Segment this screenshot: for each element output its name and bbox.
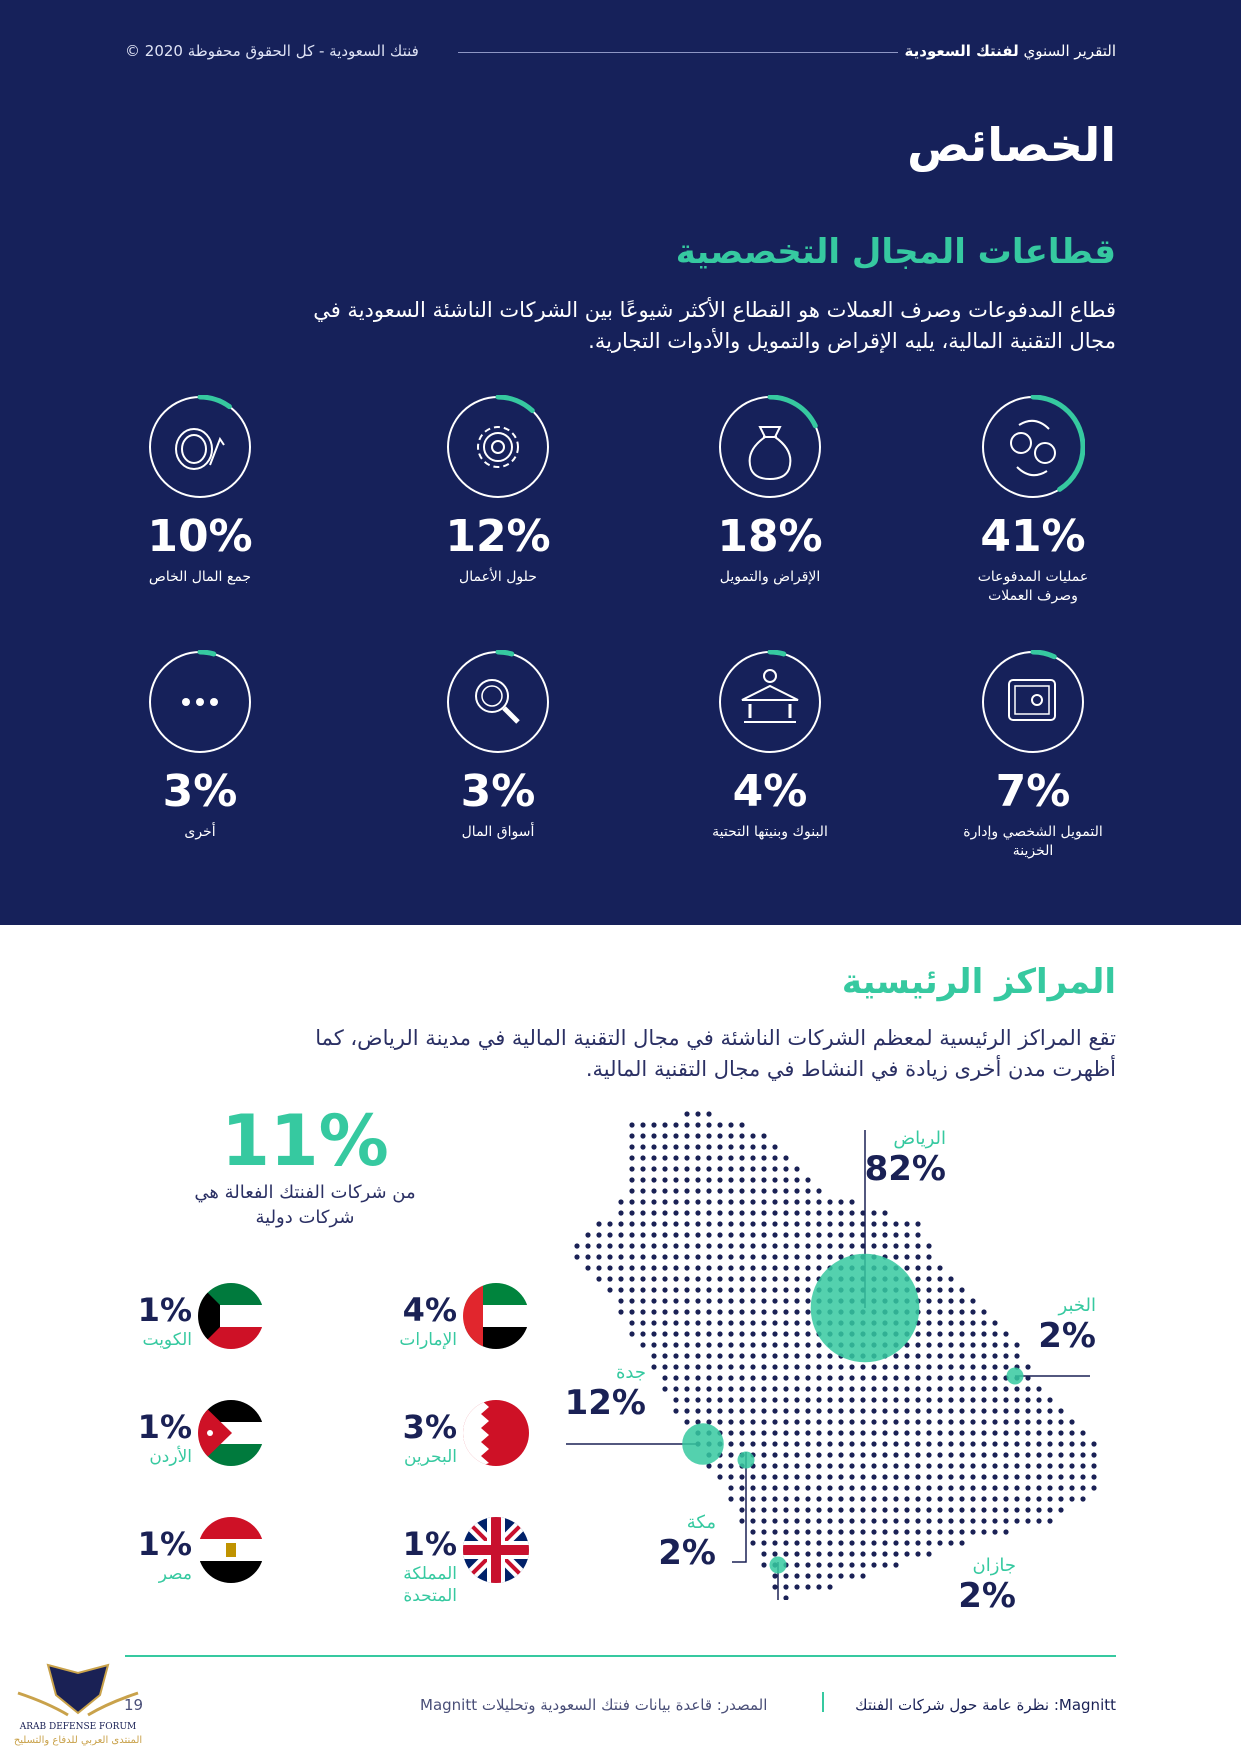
saudi-dot-map — [560, 1100, 1120, 1600]
forum-name-en: ARAB DEFENSE FORUM — [19, 1722, 137, 1732]
safe-icon — [981, 650, 1085, 754]
bank-icon — [718, 650, 822, 754]
sector-stat: 41% عمليات المدفوعات وصرف العملات — [933, 395, 1133, 606]
header-divider — [458, 52, 898, 53]
copyright: فنتك السعودية - كل الحقوق محفوظة 2020 © — [125, 42, 419, 60]
sector-stat: 7% التمويل الشخصي وإدارة الخزينة — [933, 650, 1133, 861]
hub-jazan — [770, 1557, 787, 1574]
country-egypt: 1% مصر — [110, 1517, 310, 1587]
gear-icon — [446, 395, 550, 499]
page-title: الخصائص — [907, 118, 1116, 172]
city-jeddah: جدة 12% — [564, 1362, 646, 1423]
sector-stat: 3% أخرى — [100, 650, 300, 842]
uk-flag — [463, 1517, 529, 1583]
coin-growth-icon — [148, 395, 252, 499]
footer-source: المصدر: قاعدة بيانات فنتك السعودية وتحليلات Magnitt — [420, 1696, 768, 1714]
progress-ring — [981, 650, 1085, 754]
sector-stat: 10% جمع المال الخاص — [100, 395, 300, 587]
city-riyadh: الرياض 82% — [864, 1128, 946, 1189]
progress-ring — [981, 395, 1085, 499]
money-bag-icon — [718, 395, 822, 499]
footer-section: Magnitt: نظرة عامة حول شركات الفنتك — [855, 1696, 1116, 1714]
progress-ring — [148, 650, 252, 754]
sectors-description: قطاع المدفوعات وصرف العملات هو القطاع الأكثر شيوعًا بين الشركات الناشئة السعودية في مجال التقنية المالية، يليه الإقراض والتمويل والأدوات التجارية. — [313, 298, 1116, 353]
progress-ring — [446, 650, 550, 754]
payments-exchange-icon — [981, 395, 1085, 499]
report-title: التقرير السنوي لفنتك السعودية — [904, 42, 1116, 60]
kuwait-flag — [198, 1283, 264, 1349]
sector-stat: 3% أسواق المال — [398, 650, 598, 842]
hub-makkah — [738, 1452, 755, 1469]
country-uae: 4% الإمارات — [375, 1283, 575, 1353]
city-khobar: الخبر 2% — [1038, 1295, 1096, 1356]
sector-stat: 4% البنوك وبنيتها التحتية — [670, 650, 870, 842]
bahrain-flag — [463, 1400, 529, 1466]
country-kuwait: 1% الكويت — [110, 1283, 310, 1353]
hub-jeddah — [682, 1423, 724, 1465]
hubs-title: المراكز الرئيسية — [841, 962, 1116, 1002]
sector-stat: 12% حلول الأعمال — [398, 395, 598, 587]
city-jazan: جازان 2% — [958, 1555, 1016, 1616]
forum-name-ar: المنتدى العربي للدفاع والتسليح — [13, 1735, 143, 1746]
map-dots — [574, 1111, 1096, 1600]
uae-flag — [463, 1283, 529, 1349]
country-bahrain: 3% البحرين — [375, 1400, 575, 1470]
footer-divider — [125, 1655, 1116, 1657]
hubs-description: تقع المراكز الرئيسية لمعظم الشركات الناشئة في مجال التقنية المالية في مدينة الرياض، كما أظهرت مدن أخرى زيادة في النشاط في مجال التقنية المالية. — [315, 1026, 1116, 1081]
country-jordan: 1% الأردن — [110, 1400, 310, 1470]
country-uk: 1% المملكة المتحدة — [375, 1517, 575, 1587]
city-makkah: مكة 2% — [658, 1512, 716, 1573]
egypt-flag — [198, 1517, 264, 1583]
international-pct: 11% — [221, 1100, 389, 1182]
progress-ring — [446, 395, 550, 499]
progress-ring — [718, 650, 822, 754]
hub-riyadh — [811, 1254, 920, 1363]
sector-stat: 18% الإقراض والتمويل — [670, 395, 870, 587]
hub-khobar — [1007, 1368, 1024, 1385]
page-number: 19 — [124, 1696, 144, 1714]
sectors-title: قطاعات المجال التخصصية — [675, 232, 1116, 272]
progress-ring — [148, 395, 252, 499]
magnifier-icon — [446, 650, 550, 754]
international-label: من شركات الفنتك الفعالة هي شركات دولية — [194, 1182, 416, 1228]
more-dots-icon — [148, 650, 252, 754]
progress-ring — [718, 395, 822, 499]
footer-separator — [822, 1692, 824, 1712]
jordan-flag — [198, 1400, 264, 1466]
